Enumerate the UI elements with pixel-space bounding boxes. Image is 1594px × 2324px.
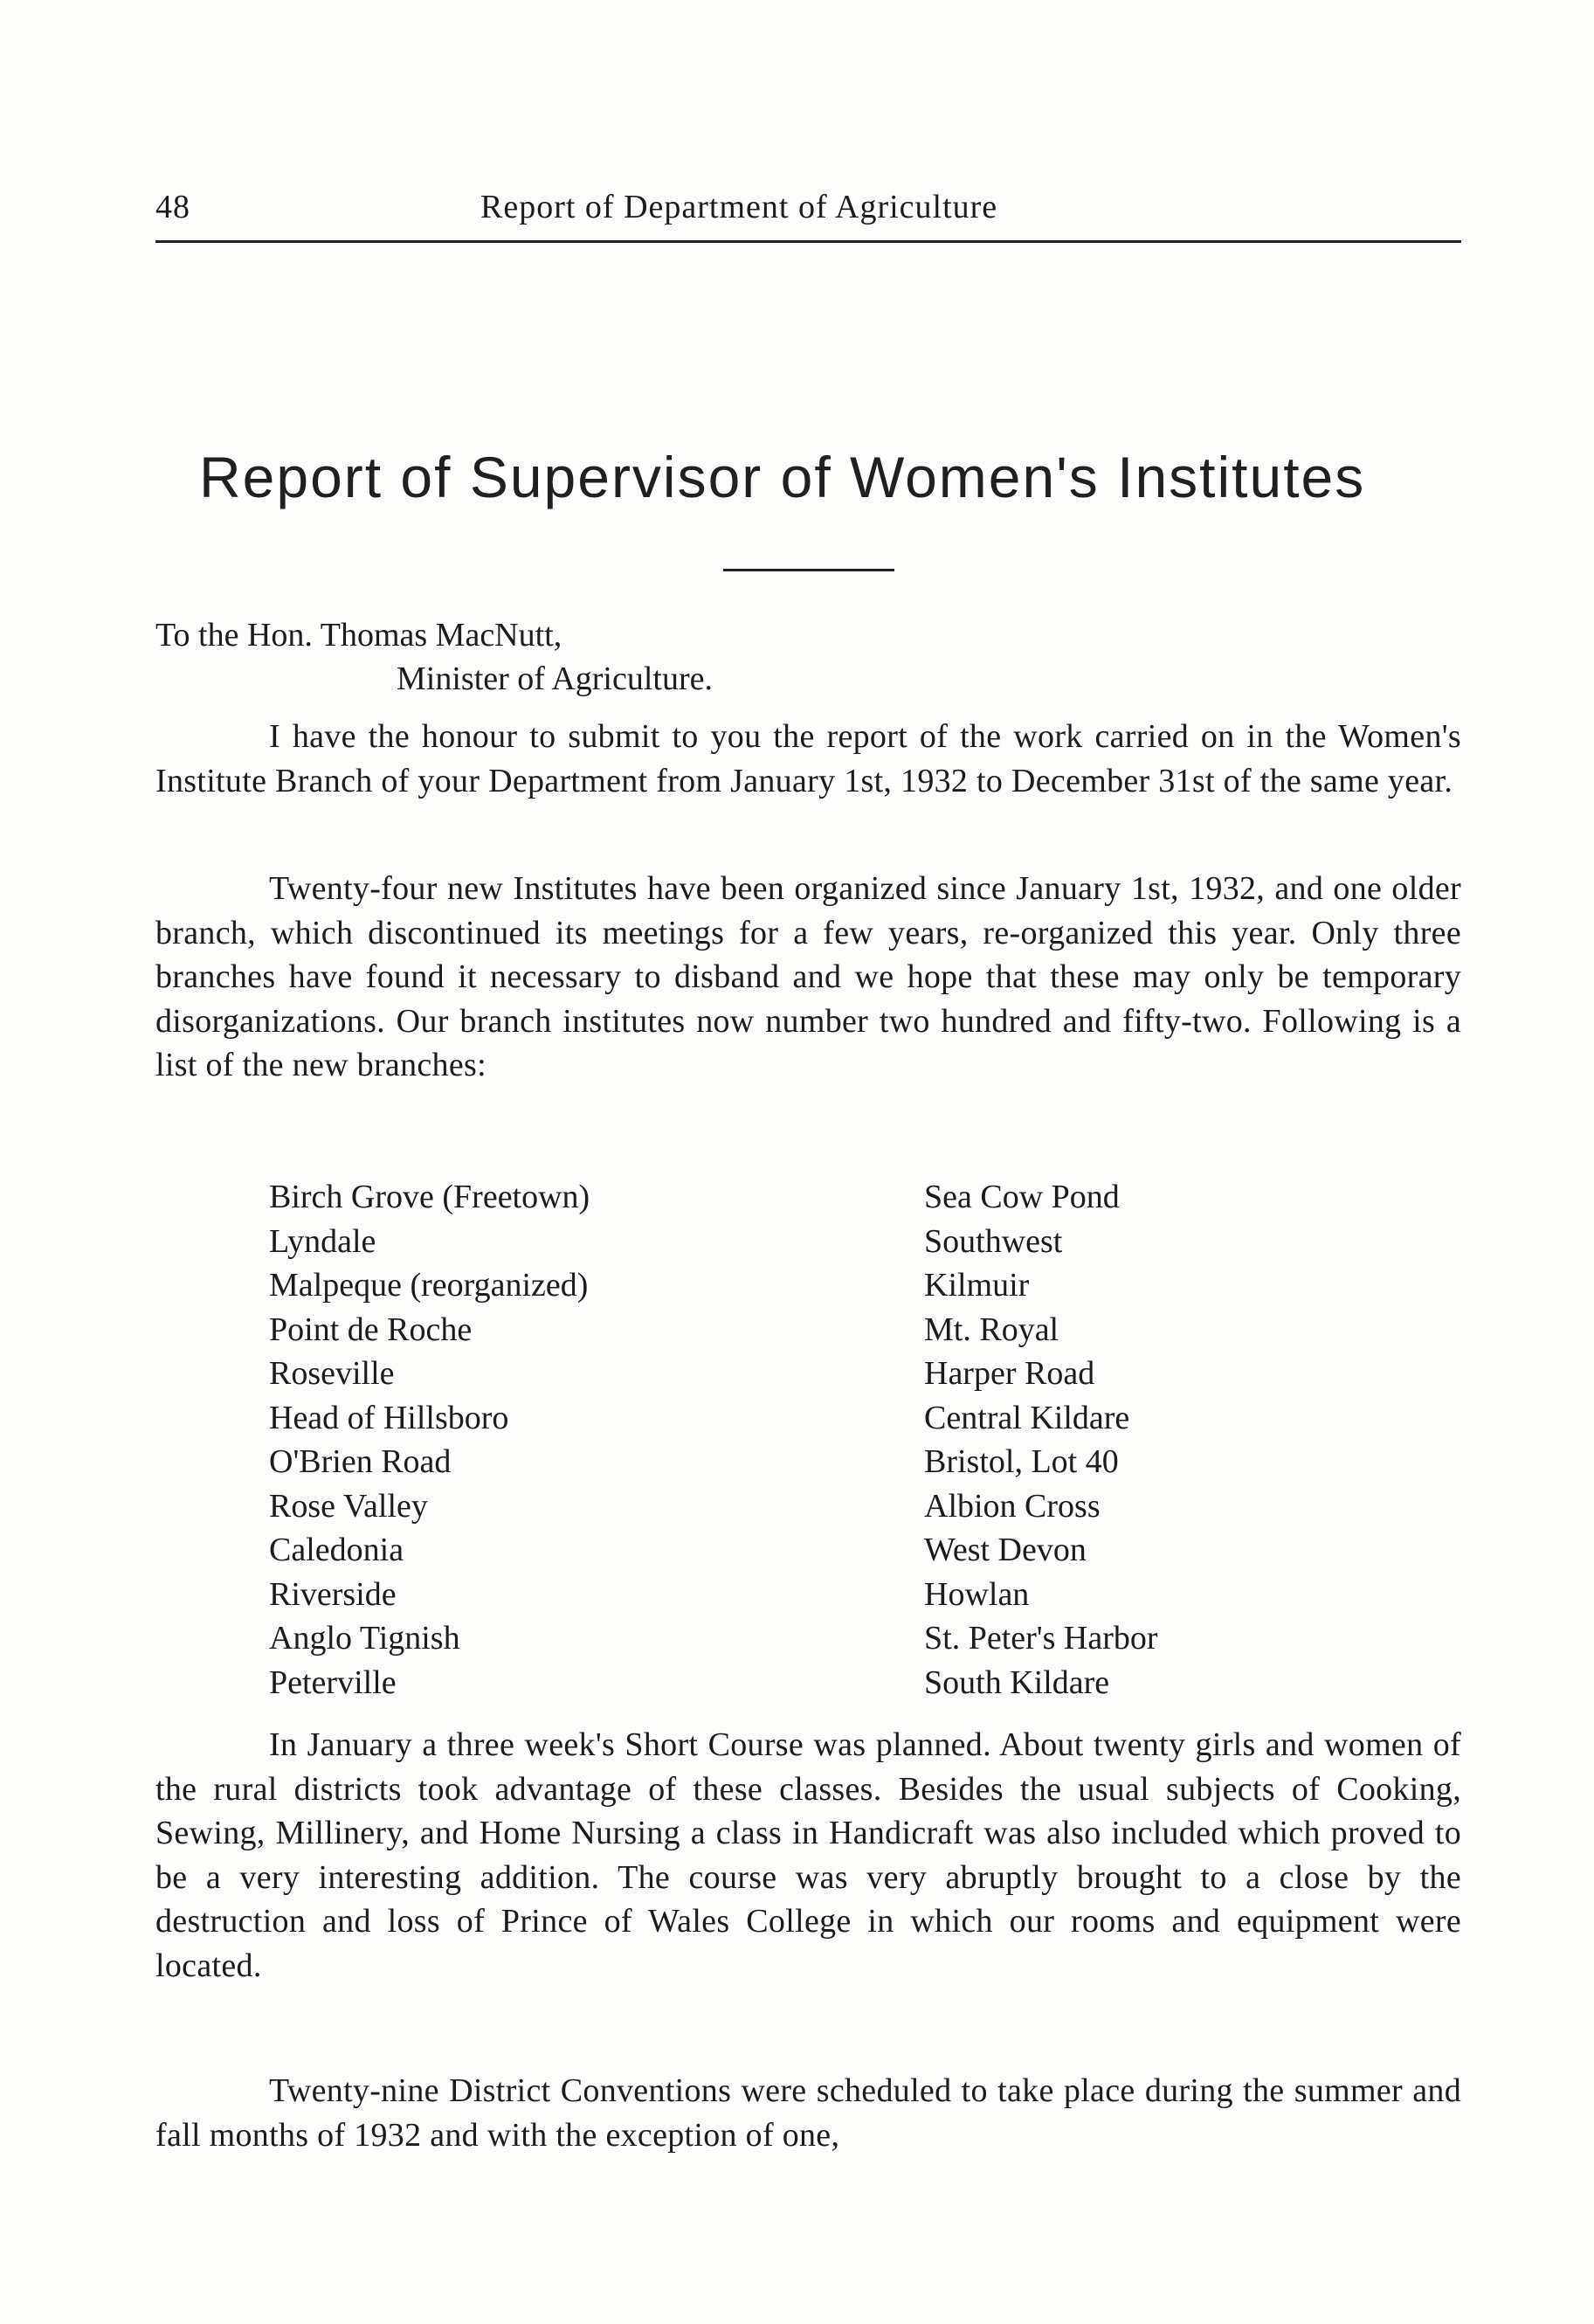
salutation [155,613,713,701]
list-item: South Kildare [924,1663,1110,1701]
running-title: Report of Department of Agriculture [480,189,998,225]
list-item: Head of Hillsboro [269,1399,509,1436]
list-item: St. Peter's Harbor [924,1620,1158,1657]
page-number: 48 [155,189,190,225]
list-item: Caledonia [269,1532,404,1568]
list-item: Harper Road [924,1355,1095,1392]
list-item: Lyndale [269,1222,376,1260]
list-item: Bristol, Lot 40 [924,1443,1119,1480]
list-item: Sea Cow Pond [924,1179,1120,1215]
branch-list-right-column [924,1175,1158,1705]
paragraph-new-institutes: Twenty-four new Institutes have been organized since January 1st, 1932, and one older branch, which discontinued its meetings for a few years, re-organized this year. Only three branches have found it necessary to disband and we hope that these may only be temporary disorganizations. Our branch institutes now number two hundred and fifty-two. Following is a list of the new branches: [155,870,1461,1083]
list-item: Mt. Royal [924,1311,1059,1348]
list-item: Malpeque (reorganized) [269,1267,589,1304]
list-item: Roseville [269,1355,395,1392]
list-item: Point de Roche [269,1311,473,1348]
list-item: Albion Cross [924,1487,1101,1525]
list-item: Kilmuir [924,1267,1030,1304]
list-item: Southwest [924,1222,1063,1260]
page-header [155,179,1461,243]
paragraph-conventions: Twenty-nine District Conventions were scheduled to take place during the summer and fall months of 1932 and with the exception of one, [155,2072,1461,2154]
list-item: Riverside [269,1575,397,1613]
list-item: Central Kildare [924,1399,1130,1436]
branch-list-left-column [269,1175,590,1705]
paragraph-short-course: In January a three week's Short Course was planned. About twenty girls and women of the rural districts took advantage of these classes. Besides the usual subjects of Cooking, Sewing, Millinery, and Home Nursing a class in Handicraft was also included which proved to be a very interesting addition. The course was very abruptly brought to a close by the destruction and loss of Prince of Wales College in which our rooms and equipment were located. [155,1726,1461,1984]
salutation-addressee: To the Hon. Thomas MacNutt, [155,617,562,654]
list-item: Peterville [269,1663,397,1701]
paragraph-intro: I have the honour to submit to you the report of the work carried on in the Women's Institute Branch of your Department from January 1st, 1932 to December 31st of the same year. [155,718,1461,799]
list-item: West Devon [924,1532,1087,1568]
list-item: Rose Valley [269,1487,428,1525]
salutation-office: Minister of Agriculture. [397,661,713,697]
list-item: O'Brien Road [269,1443,452,1480]
list-item: Howlan [924,1575,1030,1613]
report-title: Report of Supervisor of Women's Institutes [199,445,1366,509]
list-item: Anglo Tignish [269,1620,460,1657]
list-item: Birch Grove (Freetown) [269,1179,590,1215]
title-divider [723,569,894,571]
